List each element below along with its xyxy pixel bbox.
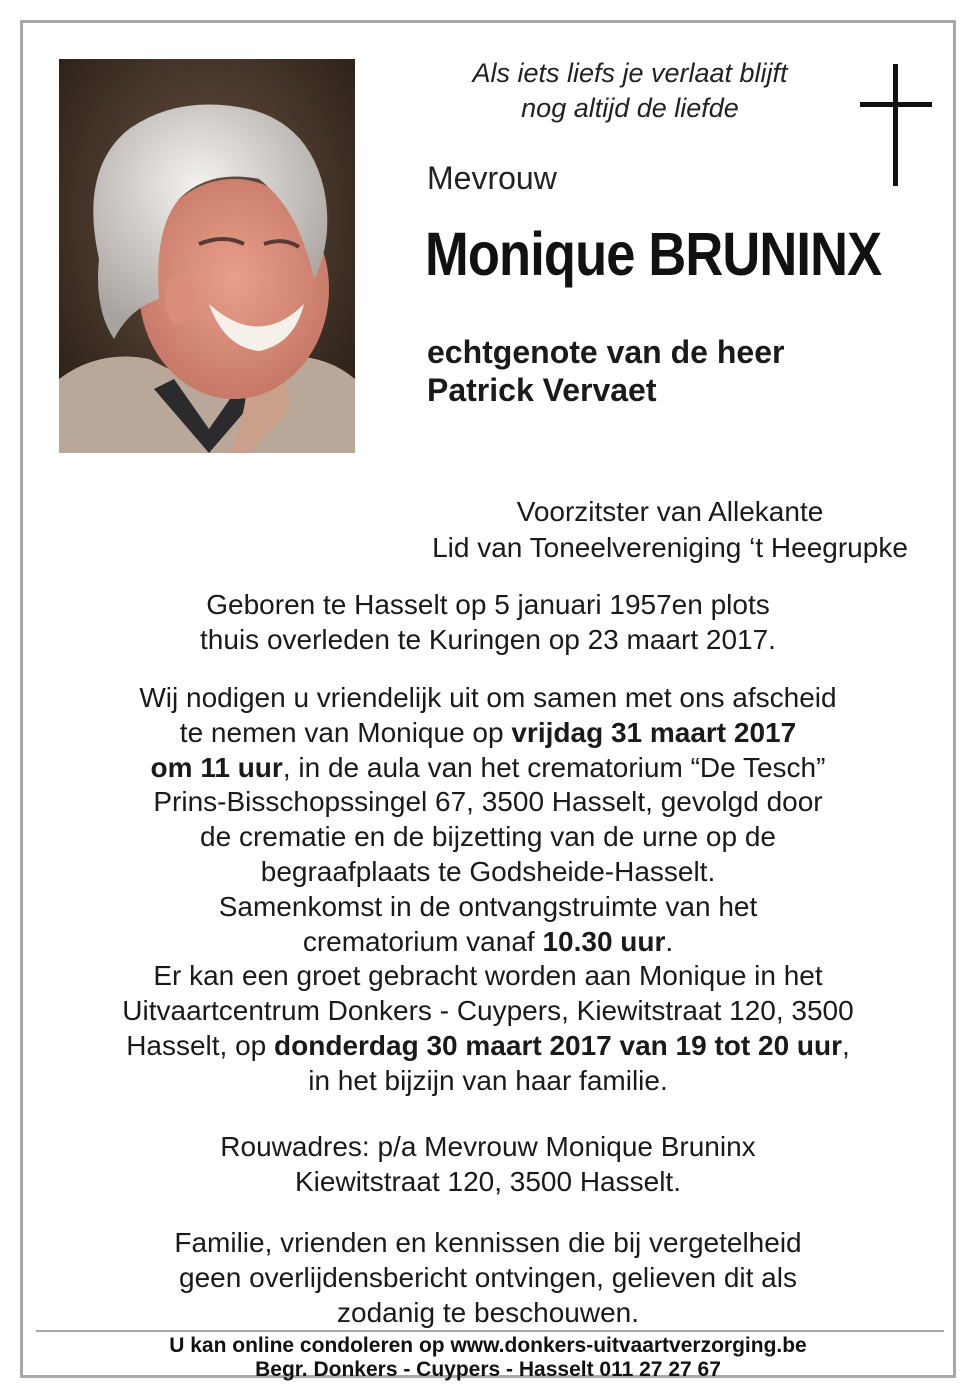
mourning-address: [40, 1130, 936, 1200]
service-date: vrijdag 31 maart 2017: [511, 716, 797, 748]
paragraph-line: Rouwadres: p/a Mevrouw Monique Bruninx: [220, 1131, 756, 1162]
opening-quote: [405, 56, 855, 126]
paragraph-line: geen overlijdensbericht ontvingen, gelieven dit als: [179, 1261, 797, 1293]
portrait-photo: [59, 59, 355, 453]
funeral-home-line: Begr. Donkers - Cuypers - Hasselt 011 27 27 67: [255, 1358, 721, 1381]
condolence-line: U kan online condoleren op www.donkers-uitvaartverzorging.be: [169, 1334, 807, 1357]
paragraph-text: te nemen van Monique op: [179, 716, 512, 748]
footer: [40, 1334, 936, 1382]
spouse-info: [427, 333, 784, 409]
paragraph-line: thuis overleden te Kuringen op 23 maart 2017.: [200, 623, 776, 655]
paragraph-line: Samenkomst in de ontvangstruimte van het: [218, 890, 758, 922]
role-line: Voorzitster van Allekante: [516, 496, 824, 527]
paragraph-text: , in de aula van het crematorium “De Tesch”: [282, 751, 826, 783]
paragraph-text: .: [665, 925, 674, 957]
paragraph-line: in het bijzijn van haar familie.: [308, 1064, 668, 1096]
paragraph-line: zodanig te beschouwen.: [337, 1296, 639, 1328]
paragraph-line: Uitvaartcentrum Donkers - Cuypers, Kiewitstraat 120, 3500: [122, 995, 854, 1027]
footer-divider: [36, 1330, 944, 1332]
invitation-paragraph: [40, 681, 936, 1099]
paragraph-line: [40, 751, 936, 786]
visitation-datetime: donderdag 30 maart 2017 van 19 tot 20 uur: [274, 1029, 843, 1061]
paragraph-text: crematorium vanaf: [302, 925, 543, 957]
roles-block: [375, 494, 965, 566]
paragraph-line: Kiewitstraat 120, 3500 Hasselt.: [295, 1165, 681, 1197]
spouse-line: echtgenote van de heer: [427, 334, 785, 370]
honorific-title: Mevrouw: [427, 160, 557, 196]
paragraph-line: Familie, vrienden en kennissen die bij vergetelheid: [174, 1227, 802, 1258]
quote-line: nog altijd de liefde: [521, 93, 739, 123]
paragraph-line: [40, 1029, 936, 1064]
spouse-name: Patrick Vervaet: [427, 372, 657, 408]
latin-cross-icon: [860, 64, 934, 193]
paragraph-line: Geboren te Hasselt op 5 januari 1957en plots: [206, 589, 770, 620]
paragraph-line: [40, 925, 936, 960]
quote-line: Als iets liefs je verlaat blijft: [472, 58, 788, 88]
gathering-time: 10.30 uur: [542, 925, 666, 957]
paragraph-line: de crematie en de bijzetting van de urne op de: [200, 821, 776, 853]
deceased-name: Monique BRUNINX: [425, 220, 882, 288]
paragraph-line: Wij nodigen u vriendelijk uit om samen met ons afscheid: [139, 682, 837, 713]
paragraph-line: Prins-Bisschopssingel 67, 3500 Hasselt, gevolgd door: [153, 786, 823, 818]
paragraph-line: [40, 716, 936, 751]
closing-notice: [40, 1226, 936, 1330]
paragraph-text: ,: [842, 1029, 850, 1061]
service-time: om 11 uur: [150, 751, 283, 783]
paragraph-line: begraafplaats te Godsheide-Hasselt.: [260, 855, 716, 887]
role-line: Lid van Toneelvereniging ‘t Heegrupke: [432, 532, 908, 563]
paragraph-text: Hasselt, op: [126, 1029, 275, 1061]
birth-death-paragraph: [40, 588, 936, 658]
paragraph-line: Er kan een groet gebracht worden aan Monique in het: [153, 960, 823, 992]
